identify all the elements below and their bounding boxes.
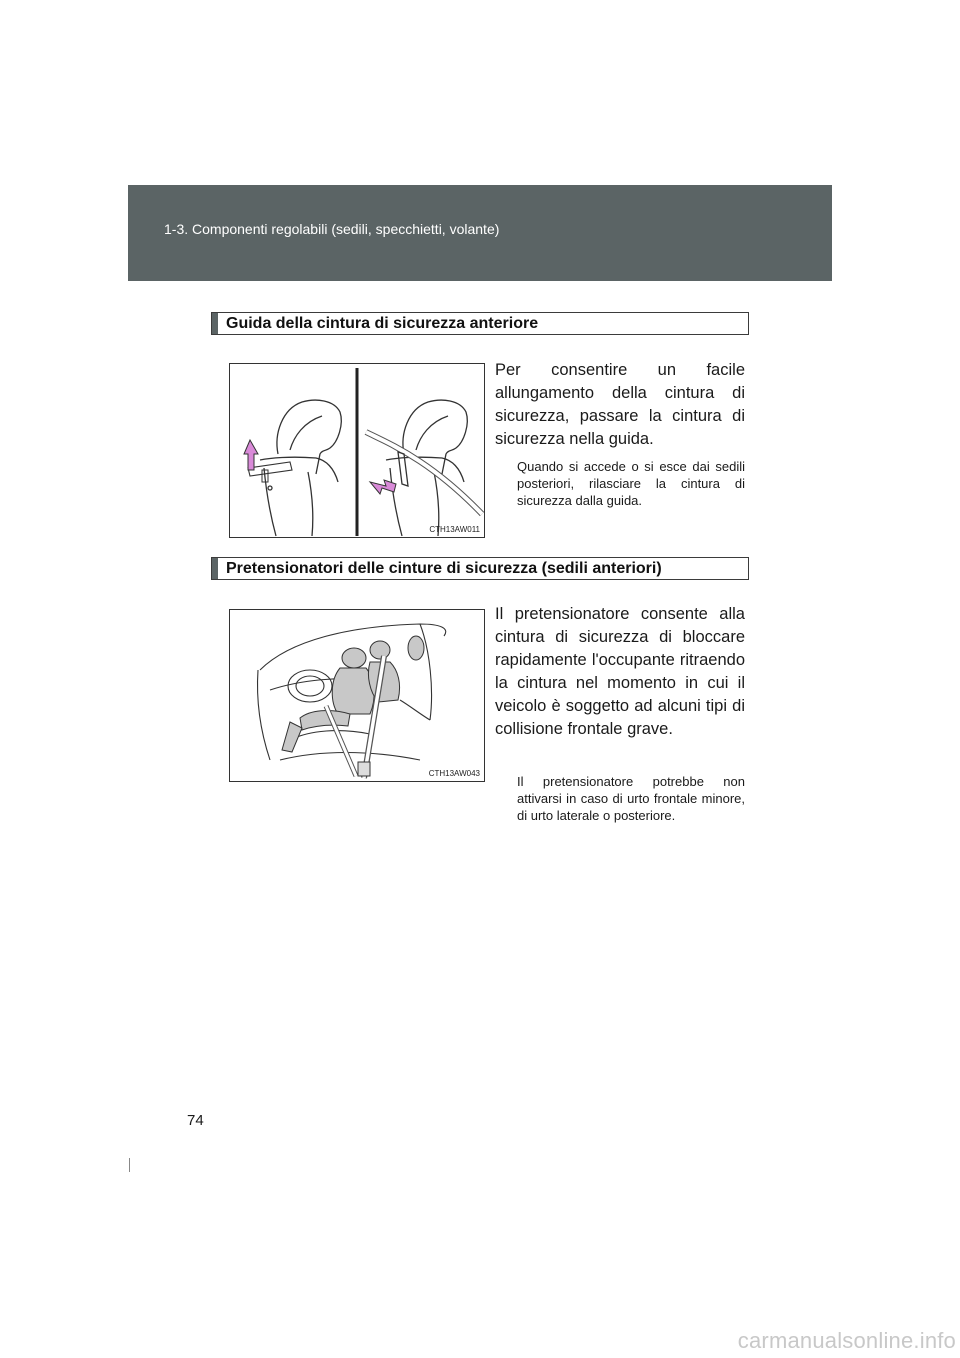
section-note-text: Il pretensionatore potrebbe non attivarsi in caso di urto frontale minore, di urto laterale o posteriore. xyxy=(517,774,745,823)
section-accent xyxy=(212,313,218,334)
page-number: 74 xyxy=(187,1112,204,1129)
section-body-text: Il pretensionatore consente alla cintura di sicurezza di bloccare rapidamente l'occupante ritraendo la cintura nel momento in cui il veicolo è soggetto ad alcuni tipi di collisione frontale grave. xyxy=(495,605,745,738)
chapter-section-label: 1-3. Componenti regolabili (sedili, specchietti, volante) xyxy=(164,221,500,237)
watermark: carmanualsonline.info xyxy=(737,1328,956,1353)
figure-pretensioner xyxy=(229,609,485,782)
section-title: Pretensionatori delle cinture di sicurezza (sedili anteriori) xyxy=(226,560,662,577)
section-body-text: Per consentire un facile allungamento della cintura di sicurezza, passare la cintura di sicurezza nella guida. xyxy=(495,361,745,448)
margin-mark xyxy=(129,1158,130,1172)
section-accent xyxy=(212,558,218,579)
header-band xyxy=(128,185,832,281)
pretensioner-illustration xyxy=(230,610,484,781)
figure-code: CTH13AW043 xyxy=(428,769,480,778)
arrow-up-pink xyxy=(244,440,258,470)
seatbelt-guide-illustration xyxy=(230,364,484,537)
section-note-text: Quando si accede o si esce dai sedili posteriori, rilasciare la cintura di sicurezza dalla guida. xyxy=(517,459,745,508)
figure-seatbelt-guide xyxy=(229,363,485,538)
figure-code: CTH13AW011 xyxy=(429,525,480,534)
section-title-bar-seatbelt-guide xyxy=(211,312,749,335)
section-title: Guida della cintura di sicurezza anteriore xyxy=(226,315,539,332)
section-title-bar-pretensioners xyxy=(211,557,749,580)
